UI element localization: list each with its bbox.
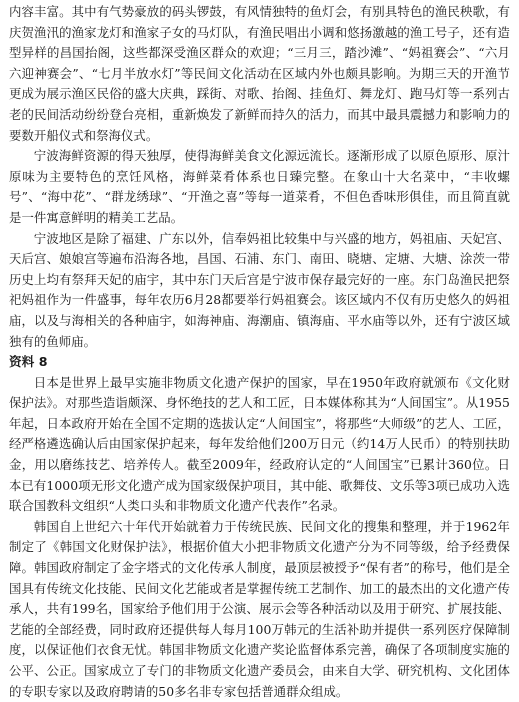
paragraph-japan: 日本是世界上最早实施非物质文化遗产保护的国家，早在1950年政府就颁布《文化财保护法》。对那些造诣颇深、身怀绝技的艺人和工匠，日本媒体称其为“人间国宝”。从1955年起，日本政府开始在全国不定期的选拔认定“人间国宝”，将那些“大师级”的艺人、工匠，经严格遴选确认后由国家保护起来，每年发给他们200万日元（约14万人民币）的特别扶助金，用以磨练技艺、培养传人。截至2009年，经政府认定的“人间国宝”已累计360位。日本已有1000项无形文化遗产成为国家级保护项目，其中能、歌舞伎、文乐等3项已成功入选联合国教科文组织“人类口头和非物质文化遗产代表作”名录。 xyxy=(9,374,510,514)
paragraph-mazu-belief: 宁波地区是除了福建、广东以外，信奉妈祖比较集中与兴盛的地方，妈祖庙、天妃宫、天后宫、娘娘宫等遍布沿海各地，昌国、石浦、东门、南田、晓塘、定塘、大塘、涂茨一带历史上均有祭拜天妃的庙宇，其中东门天后宫是宁波市保存最完好的一座。东门岛渔民把祭祀妈祖作为一件盛事，每年农历6月28都要举行妈祖赛会。该区域内不仅有历史悠久的妈祖庙，以及与海相关的各种庙宇，如海神庙、海潮庙、镇海庙、平水庙等以外，还有宁波区域独有的鱼师庙。 xyxy=(9,230,510,349)
paragraph-korea: 韩国自上世纪六十年代开始就着力于传统民族、民间文化的搜集和整理，并于1962年制定了《韩国文化财保护法》，根据价值大小把非物质文化遗产分为不同等级，给予经费保障。韩国政府制定了金字塔式的文化传承人制度，最顶层被授予“保有者”的称号，他们是全国具有传统文化技能、民间文化艺能或者是掌握传统工艺制作、加工的最杰出的文化遗产传承人，共有199名，国家给予他们用于公演、展示会等各种活动以及用于研究、扩展技能、艺能的全部经费，同时政府还提供每人每月100万韩元的生活补助并提供一系列医疗保障制度，以保证他们衣食无忧。韩国非物质文化遗产奖论监督体系完善，确保了各项制度实施的公平、公正。国家成立了专门的非物质文化遗产委员会，由来自大学、研究机构、文化团体的专职专家以及政府聘请的50多名非专家包括普通群众组成。 xyxy=(9,518,510,699)
paragraph-continued: 内容丰富。其中有气势豪放的码头锣鼓，有风情独特的鱼灯会，有别具特色的渔民秧歌，有庆贺渔汛的渔家龙灯和渔家子女的马灯队，有渔民唱出小调和悠扬激越的渔工号子，还有造型异样的昌国抬阁，这些都深受渔区群众的欢迎；“三月三，踏沙滩”、“妈祖赛会”、“六月六迎神赛会”、“七月半放水灯”等民间文化活动在区域内外也颇具影响。为期三天的开渔节更成为展示渔区民俗的盛大庆典，踩街、对歌、抬阁、挂鱼灯、舞龙灯、跑马灯等一系列古老的民间活动纷纷登台亮相，重新焕发了新鲜而持久的活力，而其中最具震撼力和影响力的要数开船仪式和祭海仪式。 xyxy=(9,4,510,143)
section-heading: 资料 8 xyxy=(9,354,48,370)
paragraph-seafood-culture: 宁波海鲜资源的得天独厚，使得海鲜美食文化源远流长。逐渐形成了以原色原形、原汁原味为主要特色的烹饪风格，海鲜菜肴体系也日臻完整。在象山十大名菜中，“丰收螺号”、“海中花”、“群龙绣球”、“开渔之喜”等每一道菜肴，不但色香味形俱佳，而且简直就是一件寓意鲜明的精美工艺品。 xyxy=(9,148,510,225)
